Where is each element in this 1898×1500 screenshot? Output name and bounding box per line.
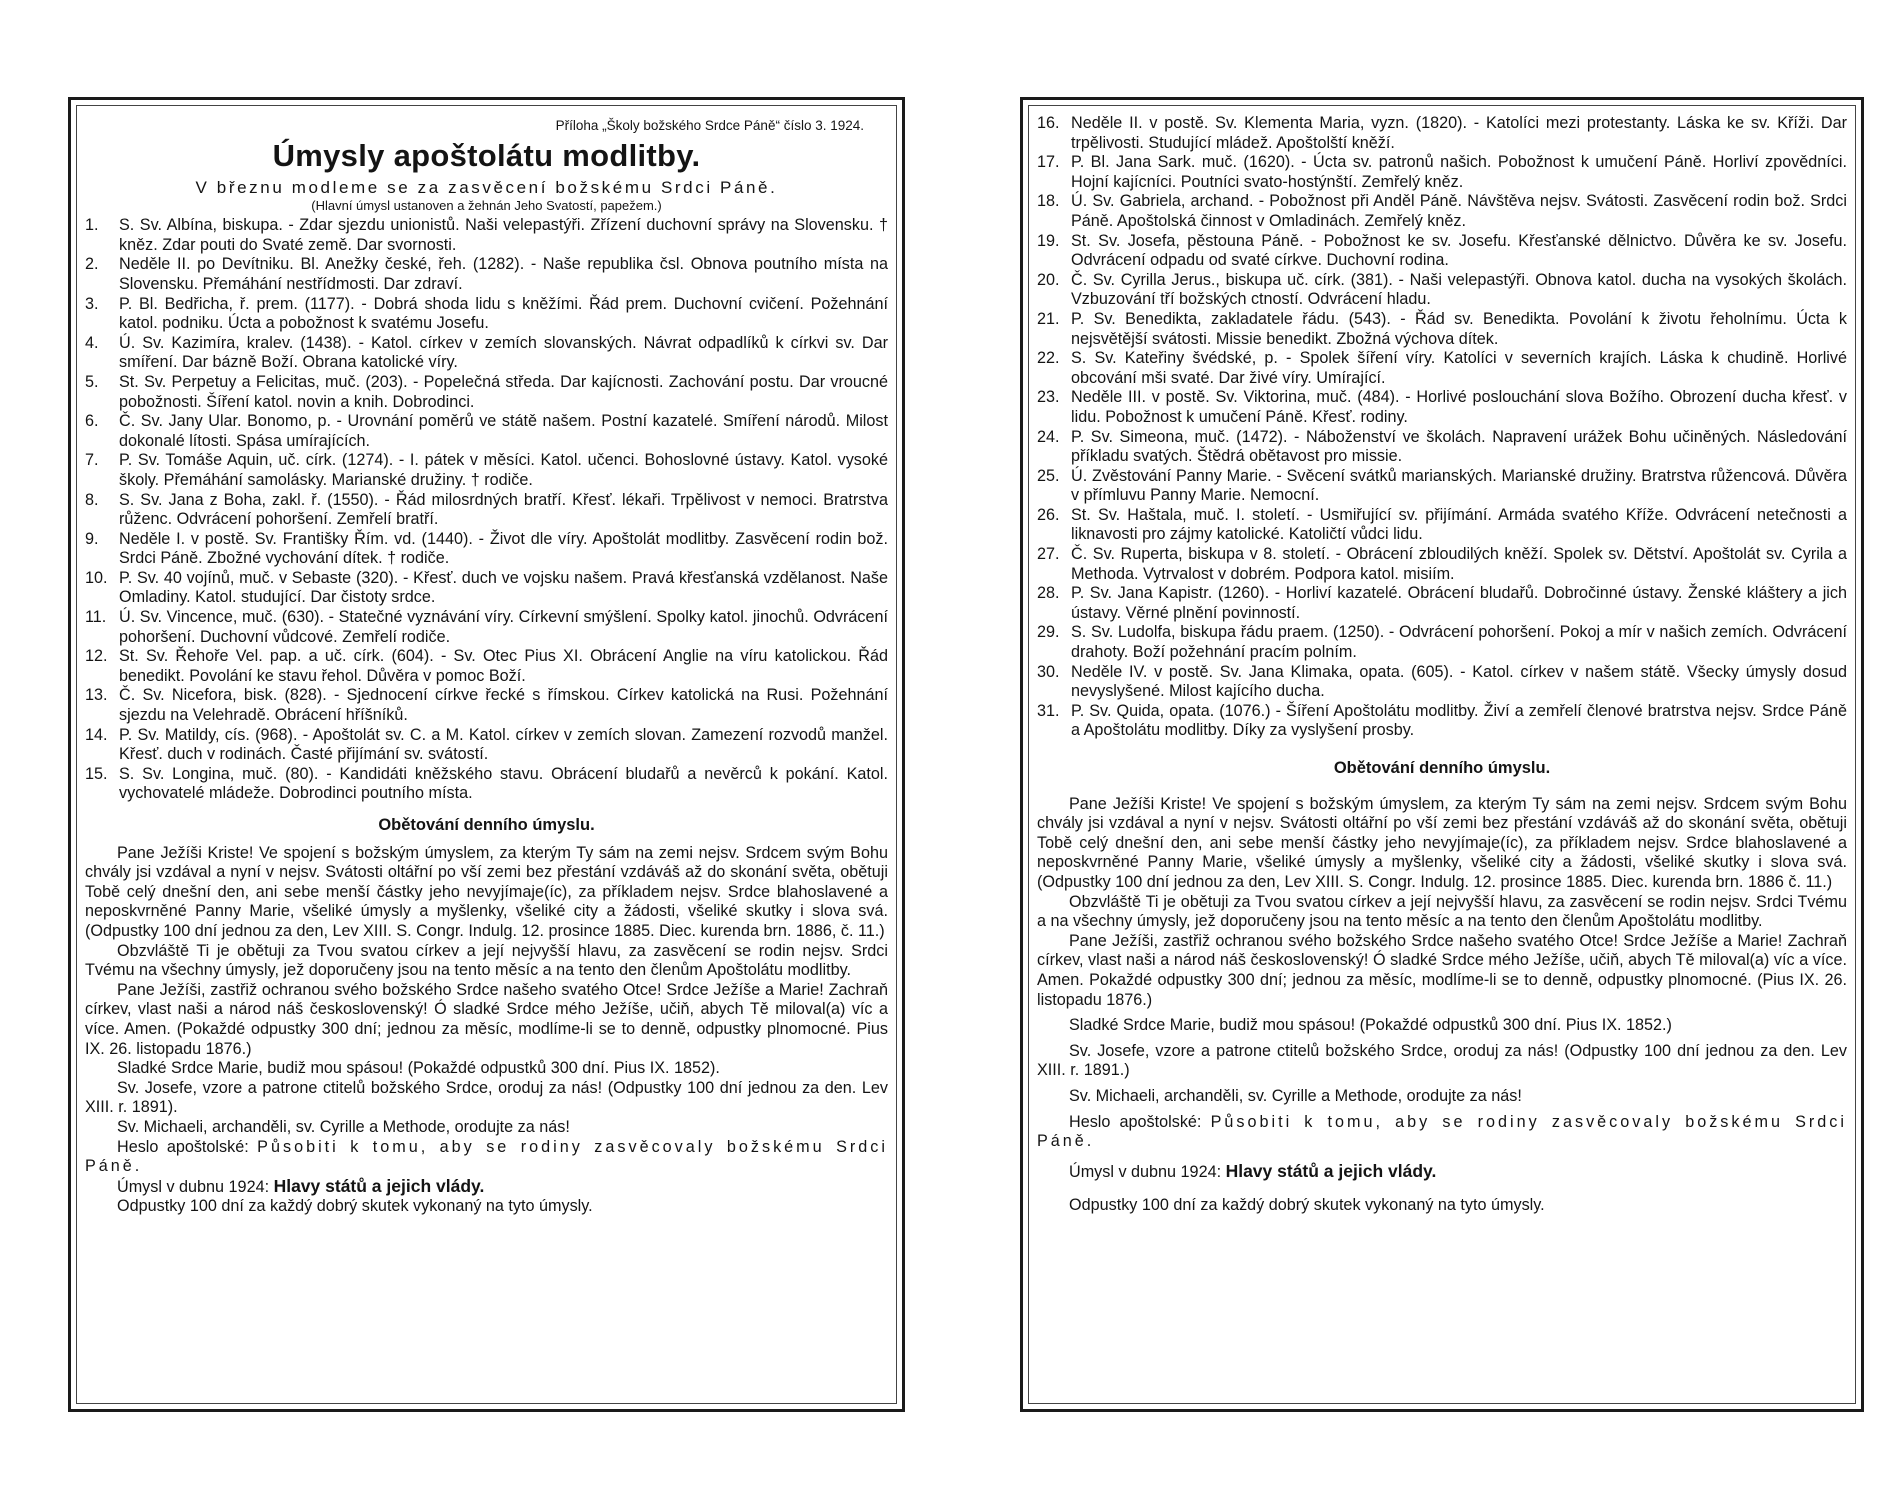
list-item xyxy=(85,530,888,569)
list-item xyxy=(85,765,888,804)
prayer-michael: Sv. Michaeli, archanděli, sv. Cyrille a Methode, orodujte za nás! xyxy=(117,1117,570,1136)
day-number: 7. xyxy=(85,451,99,470)
day-number: 18. xyxy=(1037,192,1060,211)
day-number: 13. xyxy=(85,686,108,705)
list-item xyxy=(85,451,888,490)
day-number: 17. xyxy=(1037,153,1060,172)
page-title: Úmysly apoštolátu modlitby. xyxy=(272,137,701,173)
day-text: Neděle II. v postě. Sv. Klementa Maria, vyzn. (1820). - Katolíci mezi protestanty. Láska ke sv. Kříži. Dar trpělivosti. Studující mládež. Apoštolští kněží. xyxy=(1071,114,1847,152)
list-item xyxy=(1037,232,1847,271)
day-text: St. Sv. Perpetuy a Felicitas, muč. (203). - Popelečná středa. Dar kajícnosti. Zachování postu. Dar vroucné pobožnosti. Šíření katol. novin a knih. Dobrodinci. xyxy=(119,372,888,411)
prayer-mary: Sladké Srdce Marie, budiž mou spásou! (Pokaždé odpustků 300 dní. Pius IX. 1852.) xyxy=(1069,1016,1672,1035)
list-item xyxy=(85,686,888,725)
list-item xyxy=(1037,349,1847,388)
offering-heading: Obětování denního úmyslu. xyxy=(1333,759,1551,777)
day-text: Ú. Sv. Kazimíra, kralev. (1438). - Katol. církev v zemích slovanských. Návrat odpadlíků k církvi sv. Dar smíření. Dar bázně Boží. Obrana katolické víry. xyxy=(119,333,888,372)
list-item xyxy=(85,647,888,686)
list-item xyxy=(85,295,888,334)
day-text: St. Sv. Řehoře Vel. pap. a uč. círk. (604). - Sv. Otec Pius XI. Obrácení Anglie na víru katolickou. Řád benedikt. Povolání ke stavu řehol. Důvěra v pomoc Boží. xyxy=(119,647,888,685)
day-number: 27. xyxy=(1037,545,1060,564)
left-page-content xyxy=(85,114,888,1395)
indulgence-note: Odpustky 100 dní za každý dobrý skutek vykonaný na tyto úmysly. xyxy=(1069,1196,1545,1215)
april-text: Hlavy států a jejich vlády. xyxy=(273,1175,485,1196)
day-number: 25. xyxy=(1037,466,1060,485)
day-text: Neděle II. po Devítniku. Bl. Anežky české, řeh. (1282). - Naše republika čsl. Obnova poutního místa na Slovensku. Přemáhání nestřídmosti. Dar zdraví. xyxy=(119,255,888,293)
day-number: 3. xyxy=(85,294,99,313)
day-number: 30. xyxy=(1037,662,1060,681)
list-item xyxy=(1037,623,1847,662)
offering-dedication: Obzvláště Ti je obětuji za Tvou svatou církev a její nejvyšší hlavu, za zasvěcení se rodin nejsv. Srdci Tvému na všechny úmysly, jež doporučeny jsou na tento měsíc a na tento den členům Apoštolátu modlitby. xyxy=(85,941,888,980)
intentions-list-right xyxy=(1037,114,1847,741)
list-item xyxy=(85,216,888,255)
list-item xyxy=(1037,192,1847,231)
day-text: S. Sv. Albína, biskupa. - Zdar sjezdu unionistů. Naši velepastýři. Zřízení duchovní správy na Slovensku. † kněz. Zdar pouti do Svaté země. Dar svornosti. xyxy=(119,216,888,254)
list-item xyxy=(1037,153,1847,192)
list-item xyxy=(85,373,888,412)
list-item xyxy=(1037,271,1847,310)
supplement-line: Příloha „Školy božského Srdce Páně“ číslo 3. 1924. xyxy=(555,118,864,133)
list-item xyxy=(85,255,888,294)
prayer-mary: Sladké Srdce Marie, budiž mou spásou! (Pokaždé odpustků 300 dní. Pius IX. 1852). xyxy=(117,1059,720,1078)
motto-text: Působiti k tomu, aby se rodiny zasvěcovaly božskému Srdci Páně. xyxy=(85,1137,888,1176)
day-number: 15. xyxy=(85,764,108,783)
day-text: Č. Sv. Jany Ular. Bonomo, p. - Urovnání poměrů ve státě našem. Postní kazatelé. Smíření národů. Milost dokonalé lítosti. Spása umírajících. xyxy=(119,412,888,450)
day-text: St. Sv. Haštala, muč. I. století. - Usmiřující sv. přijímání. Armáda svatého Kříže. Odvrácení netečnosti a liknavosti pro zájmy katolické. Katoličtí vůdci lidu. xyxy=(1071,505,1847,544)
offering-dedication: Obzvláště Ti je obětuji za Tvou svatou církev a její nejvyšší hlavu, za zasvěcení se rodin nejsv. Srdci Tvému a na všechny úmysly, jež doporučeny jsou na tento měsíc a na tento den členům Apoštolátu modlitby. xyxy=(1037,892,1847,931)
day-number: 14. xyxy=(85,725,108,744)
list-item xyxy=(1037,545,1847,584)
list-item xyxy=(85,726,888,765)
day-number: 28. xyxy=(1037,584,1060,603)
day-text: P. Sv. Jana Kapistr. (1260). - Horliví kazatelé. Obrácení bludařů. Dobročinné ústavy. Ženské kláštery a jich ústavy. Věrné plnění povinností. xyxy=(1071,584,1847,622)
list-item xyxy=(1037,467,1847,506)
day-number: 2. xyxy=(85,255,99,274)
day-text: Ú. Sv. Gabriela, archand. - Pobožnost při Anděl Páně. Návštěva nejsv. Svátosti. Zasvěcení rodin bož. Srdci Páně. Apoštolská činnost v Omladinách. Zemřelý kněz. xyxy=(1071,192,1847,230)
day-number: 4. xyxy=(85,333,99,352)
list-item xyxy=(85,334,888,373)
day-number: 8. xyxy=(85,490,99,509)
list-item xyxy=(85,608,888,647)
day-number: 20. xyxy=(1037,270,1060,289)
right-page-content xyxy=(1037,114,1847,1395)
day-number: 29. xyxy=(1037,623,1060,642)
day-text: P. Sv. 40 vojínů, muč. v Sebaste (320). - Křesť. duch ve vojsku našem. Pravá křesťanská vzdělanost. Naše Omladiny. Katol. studující. Dar čistoty srdce. xyxy=(119,568,888,607)
list-item xyxy=(85,569,888,608)
day-number: 31. xyxy=(1037,701,1060,720)
day-number: 22. xyxy=(1037,349,1060,368)
list-item xyxy=(85,491,888,530)
day-number: 6. xyxy=(85,412,99,431)
list-item xyxy=(1037,428,1847,467)
day-text: Č. Sv. Nicefora, bisk. (828). - Sjednocení církve řecké s římskou. Církev katolická na Rusi. Požehnání sjezdu na Velehradě. Obrácení hříšníků. xyxy=(119,686,888,725)
day-text: P. Sv. Tomáše Aquin, uč. círk. (1274). - I. pátek v měsíci. Katol. učenci. Bohoslovné ústavy. Katol. vysoké školy. Přemáhání samolásky. Marianské družiny. † rodiče. xyxy=(119,451,888,489)
list-item xyxy=(1037,388,1847,427)
day-text: Neděle IV. v postě. Sv. Jana Klimaka, opata. (605). - Katol. církev v našem státě. Všecky úmysly dosud nevyslyšené. Milost kajícího ducha. xyxy=(1071,662,1847,701)
prayer-michael: Sv. Michaeli, archanděli, sv. Cyrille a Methode, orodujte za nás! xyxy=(1069,1086,1522,1105)
april-intention xyxy=(1037,1162,1847,1183)
list-item xyxy=(1037,663,1847,702)
list-item xyxy=(1037,114,1847,153)
list-item xyxy=(1037,310,1847,349)
day-number: 5. xyxy=(85,372,99,391)
day-text: S. Sv. Jana z Boha, zakl. ř. (1550). - Řád milosrdných bratří. Křesť. lékaři. Trpělivost v nemoci. Bratrstva růženc. Odvrácení pohoršení. Zemřelí bratří. xyxy=(119,490,888,529)
day-text: Neděle I. v postě. Sv. Františky Řím. vd. (1440). - Život dle víry. Apoštolát modlitby. Zasvěcení rodin bož. Srdci Páně. Zbožné vychování dítek. † rodiče. xyxy=(119,529,888,568)
motto-label: Heslo apoštolské: xyxy=(117,1137,249,1156)
april-intention xyxy=(85,1177,888,1198)
day-text: P. Bl. Bedřicha, ř. prem. (1177). - Dobrá shoda lidu s kněžími. Řád prem. Duchovní cvičení. Požehnání katol. podniku. Úcta a pobožnost k svatému Josefu. xyxy=(119,294,888,333)
day-text: Neděle III. v postě. Sv. Viktorina, muč. (484). - Horlivé poslouchání slova Božího. Obrození ducha křesť. v lidu. Pobožnost k umučení Páně. Křesť. rodiny. xyxy=(1071,388,1847,426)
day-number: 26. xyxy=(1037,505,1060,524)
apostolic-motto xyxy=(85,1138,888,1177)
day-number: 11. xyxy=(85,608,107,627)
april-text: Hlavy států a jejich vlády. xyxy=(1225,1160,1437,1181)
prayer-joseph: Sv. Josefe, vzore a patrone ctitelů božského Srdce, oroduj za nás! (Odpustky 100 dní jednou za den. Lev XIII. r. 1891). xyxy=(85,1078,888,1117)
motto-label: Heslo apoštolské: xyxy=(1069,1112,1202,1131)
day-text: Č. Sv. Ruperta, biskupa v 8. století. - Obrácení zbloudilých kněží. Spolek sv. Dětství. Apoštolát sv. Cyrila a Methoda. Vytrvalost v dobrém. Podpora katol. misiím. xyxy=(1071,545,1847,583)
motto-text: Působiti k tomu, aby se rodiny zasvěcovaly božskému Srdci Páně. xyxy=(1037,1112,1847,1151)
april-label: Úmysl v dubnu 1924: xyxy=(1069,1162,1222,1181)
day-number: 24. xyxy=(1037,427,1060,446)
left-page xyxy=(68,97,905,1412)
day-text: Ú. Zvěstování Panny Marie. - Svěcení svátků marianských. Marianské družiny. Bratrstva růžencová. Důvěra v přímluvu Panny Marie. Nemocní. xyxy=(1071,466,1847,505)
list-item xyxy=(1037,506,1847,545)
list-item xyxy=(1037,584,1847,623)
day-text: Č. Sv. Cyrilla Jerus., biskupa uč. círk. (381). - Naši velepastýři. Obnova katol. ducha na vysokých školách. Vzbuzování tří božských ctností. Odvrácení hladu. xyxy=(1071,270,1847,309)
intentions-list-left xyxy=(85,216,888,804)
day-number: 12. xyxy=(85,647,108,666)
day-number: 19. xyxy=(1037,231,1060,250)
main-intention-note: (Hlavní úmysl ustanoven a žehnán Jeho Svatostí, papežem.) xyxy=(311,198,662,214)
day-text: P. Sv. Matildy, cís. (968). - Apoštolát sv. C. a M. Katol. církev v zemích slovan. Zamezení rozvodů manžel. Křesť. duch v rodinách. Časté přijímání sv. svátostí. xyxy=(119,725,888,764)
offering-heading: Obětování denního úmyslu. xyxy=(378,816,595,834)
apostolic-motto xyxy=(1037,1113,1847,1152)
day-text: P. Sv. Simeona, muč. (1472). - Náboženství ve školách. Napravení urážek Bohu učiněných. Následování příkladu svatých. Štědrá obětavost pro missie. xyxy=(1071,427,1847,466)
offering-prayer: Pane Ježíši Kriste! Ve spojení s božským úmyslem, za kterým Ty sám na zemi nejsv. Srdcem svým Bohu chvály jsi vzdával a nyní v nejsv. Svátosti oltářní po vší zemi bez přestání vzdáváš až do skonání světa, obětuji Tobě celý dnešní den, ani sebe menší částky jeho nevyjímaje(íc), za příkladem nejsv. Srdce blahoslavené a neposkvrněné Panny Marie, všeliké úmysly a myšlenky, všeliké city a žádosti, všeliké skutky i slova svá. (Odpustky 100 dní jednou za den, Lev XIII. S. Congr. Indulg. 12. prosince 1885. Diec. kurenda brn. 1886, č. 11.) xyxy=(85,843,888,940)
prayer-protection: Pane Ježíši, zastřiž ochranou svého božského Srdce našeho svatého Otce! Srdce Ježíše a Marie! Zachraň církev, vlast naši a národ náš československý! Ó sladké Srdce mého Ježíše, učiň, abych Tě miloval(a) víc a více. Amen. Pokaždé odpustky 300 dní; jednou za měsíc, modlíme-li se to denně, odpustky plnomocné. (Pius IX. 26. listopadu 1876.) xyxy=(1037,931,1847,1009)
page-subtitle: V březnu modleme se za zasvěcení božskému Srdci Páně. xyxy=(195,177,778,197)
day-text: P. Sv. Benedikta, zakladatele řádu. (543). - Řád sv. Benedikta. Povolání k životu řeholnímu. Úcta k nejsvětější svátosti. Missie benedikt. Zbožná výchova dítek. xyxy=(1071,309,1847,348)
day-number: 1. xyxy=(85,216,99,235)
day-number: 10. xyxy=(85,568,108,587)
day-number: 9. xyxy=(85,529,99,548)
april-label: Úmysl v dubnu 1924: xyxy=(117,1177,270,1196)
day-text: Ú. Sv. Vincence, muč. (630). - Statečné vyznávání víry. Církevní smýšlení. Spolky katol. jinochů. Odvrácení pohoršení. Duchovní vůdcové. Zemřelí rodiče. xyxy=(119,608,888,646)
offering-prayer: Pane Ježíši Kriste! Ve spojení s božským úmyslem, za kterým Ty sám na zemi nejsv. Srdcem svým Bohu chvály jsi vzdával a nyní v nejsv. Svátosti oltářní po vší zemi bez přestání vzdáváš až do skonání světa, obětuji Tobě celý dnešní den, ani sebe menší částky jeho nevyjímaje(íc), za příkladem nejsv. Srdce blahoslavené a neposkvrněné Panny Marie, všeliké úmysly a myšlenky, všeliké city a žádosti, všeliké skutky i slova svá. (Odpustky 100 dní jednou za den, Lev XIII. S. Congr. Indulg. 12. prosince 1885. Diec. kurenda brn. 1886 č. 11.) xyxy=(1037,794,1847,891)
day-number: 16. xyxy=(1037,114,1060,132)
prayer-joseph: Sv. Josefe, vzore a patrone ctitelů božského Srdce, oroduj za nás! (Odpustky 100 dní jednou za den. Lev XIII. r. 1891.) xyxy=(1037,1041,1847,1080)
day-text: P. Bl. Jana Sark. muč. (1620). - Úcta sv. patronů našich. Pobožnost k umučení Páně. Horliví zpovědníci. Hojní kajícníci. Poutníci svato-hostýnští. Zemřelý kněz. xyxy=(1071,153,1847,191)
day-text: S. Sv. Kateřiny švédské, p. - Spolek šíření víry. Katolíci v severních krajích. Láska k chudině. Horlivé obcování mši svaté. Dar živé víry. Umírající. xyxy=(1071,349,1847,387)
indulgence-note: Odpustky 100 dní za každý dobrý skutek vykonaný na tyto úmysly. xyxy=(117,1197,593,1216)
day-number: 23. xyxy=(1037,388,1060,407)
right-page xyxy=(1020,97,1864,1412)
day-text: St. Sv. Josefa, pěstouna Páně. - Pobožnost ke sv. Josefu. Křesťanské dělnictvo. Důvěra ke sv. Josefu. Odvrácení odpadu od svaté církve. Duchovní rodina. xyxy=(1071,231,1847,270)
day-text: S. Sv. Ludolfa, biskupa řádu praem. (1250). - Odvrácení pohoršení. Pokoj a mír v našich zemích. Odvrácení drahoty. Boží požehnání pracím polním. xyxy=(1071,623,1847,662)
list-item xyxy=(85,412,888,451)
day-text: S. Sv. Longina, muč. (80). - Kandidáti kněžského stavu. Obrácení bludařů a nevěrců k pokání. Katol. vychovatelé mládeže. Dobrodinci poutního místa. xyxy=(119,764,888,803)
prayer-protection: Pane Ježíši, zastřiž ochranou svého božského Srdce našeho svatého Otce! Srdce Ježíše a Marie! Zachraň církev, vlast naši a národ náš československý! Ó sladké Srdce mého Ježíše, učiň, abych Tě miloval(a) víc a více. Amen. (Pokaždé odpustky 300 dní; jednou za měsíc, modlíme-li se to denně, odpustky plnomocné. Pius IX. 26. listopadu 1876.) xyxy=(85,980,888,1058)
day-text: P. Sv. Quida, opata. (1076.) - Šíření Apoštolátu modlitby. Živí a zemřelí členové bratrstva nejsv. Srdce Páně a Apoštolátu modlitby. Díky za vyslyšení prosby. xyxy=(1071,701,1847,740)
list-item xyxy=(1037,702,1847,741)
day-number: 21. xyxy=(1037,309,1060,328)
